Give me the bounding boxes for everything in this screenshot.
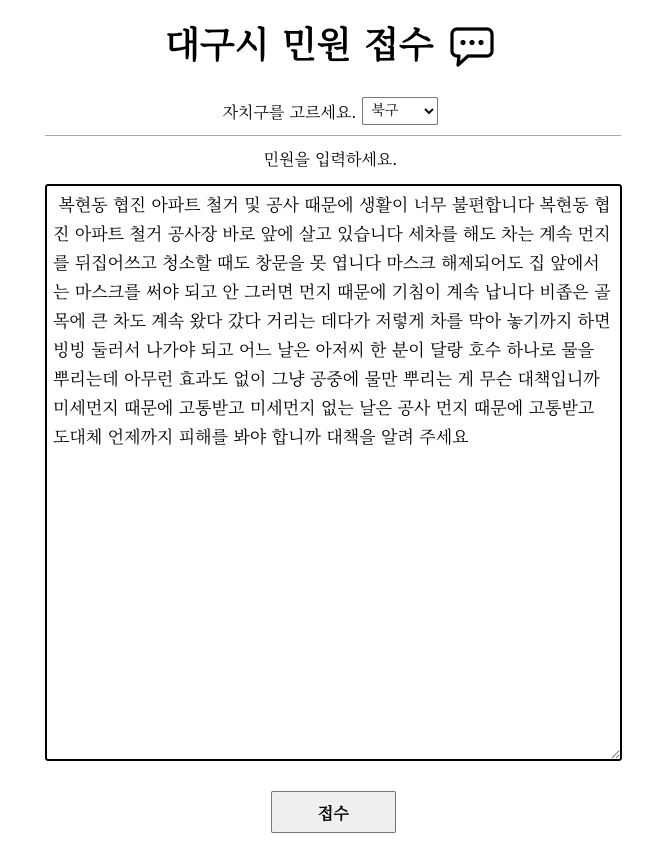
header <box>0 18 661 74</box>
divider <box>45 135 621 136</box>
complaint-textarea[interactable] <box>45 184 622 761</box>
submit-button[interactable]: 접수 <box>271 791 396 833</box>
district-label: 자치구를 고르세요. <box>222 102 357 122</box>
page-title: 대구시 민원 접수 <box>165 25 434 66</box>
chat-bubble-icon <box>448 22 496 70</box>
district-row <box>0 96 661 126</box>
complaint-label: 민원을 입력하세요. <box>263 150 398 169</box>
district-select[interactable] <box>362 97 438 125</box>
